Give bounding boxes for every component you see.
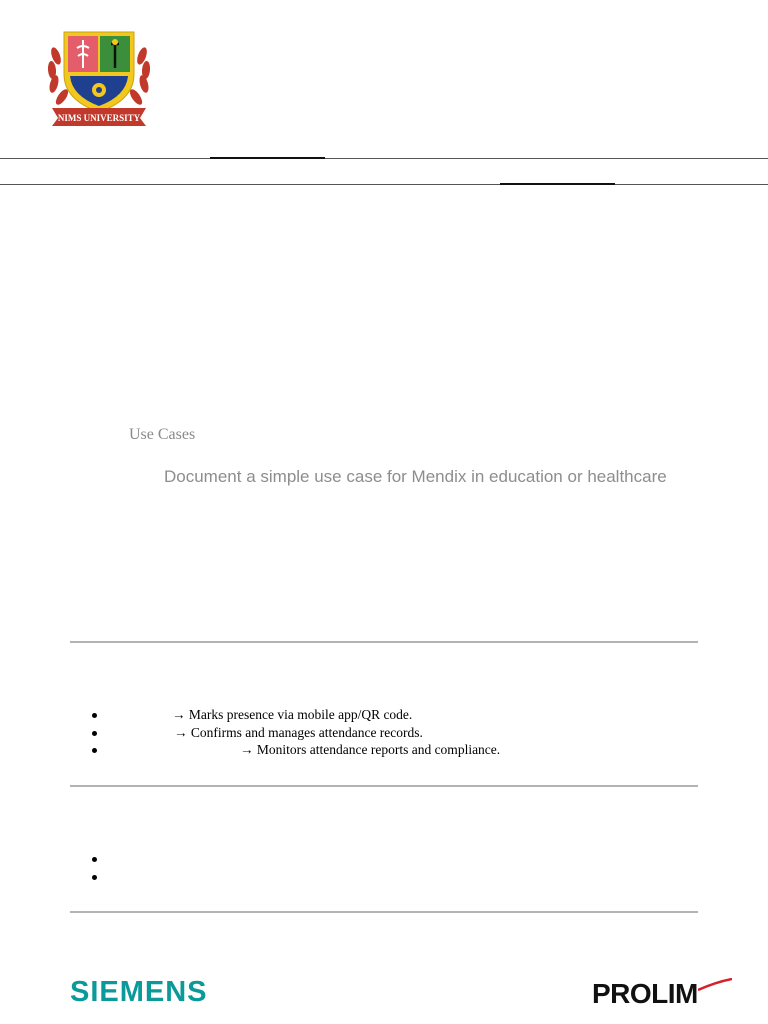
section-divider-1	[70, 641, 698, 643]
section-divider-3	[70, 911, 698, 913]
section-heading: Use Cases	[129, 426, 196, 443]
university-logo	[44, 26, 154, 126]
bullet-icon	[92, 857, 97, 862]
list-item-text: → Confirms and manages attendance records.	[174, 724, 423, 740]
bullet-icon	[92, 713, 97, 718]
prolim-logo: PROLIM	[592, 978, 698, 1009]
header-rule-accent-2	[500, 183, 615, 185]
list-item-text: → Marks presence via mobile app/QR code.	[172, 707, 413, 722]
bullet-icon	[92, 731, 97, 736]
bullet-icon	[92, 875, 97, 880]
list-item-text: → Monitors attendance reports and compliance.	[240, 742, 501, 757]
page-subtitle: Document a simple use case for Mendix in education or healthcare	[164, 467, 667, 486]
header-rule-top	[0, 158, 768, 159]
header-rule-bottom	[0, 184, 768, 185]
section-divider-2	[70, 785, 698, 787]
siemens-logo: SIEMENS	[70, 976, 208, 1008]
bullet-icon	[92, 748, 97, 753]
university-logo-text: NIMS UNIVERSITY	[57, 113, 141, 123]
prolim-swoosh-icon	[698, 978, 732, 992]
header-rule-accent-1	[210, 157, 325, 159]
